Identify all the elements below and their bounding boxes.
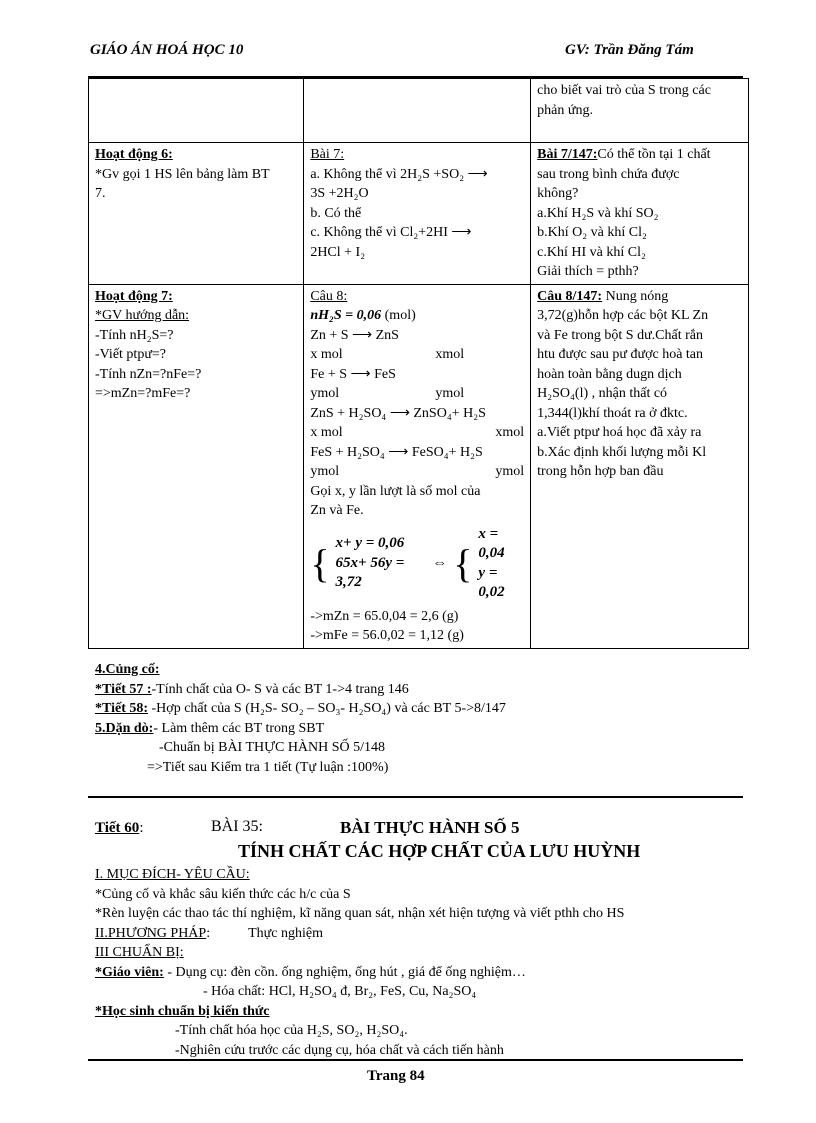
- line: ->mZn = 65.0,04 = 2,6 (g): [310, 608, 459, 624]
- colon: :: [206, 925, 211, 941]
- header-left: GIÁO ÁN HOÁ HỌC 10: [90, 42, 244, 58]
- reaction-line: [310, 365, 524, 385]
- lesson-number: [95, 820, 143, 837]
- reaction-left: Fe + S ⟶ FeS: [310, 366, 396, 382]
- line: Thực nghiệm: [248, 925, 323, 941]
- n-h2s: nH₂S = 0,06: [310, 308, 382, 323]
- line: =>Tiết sau Kiểm tra 1 tiết (Tự luận :100%): [147, 759, 389, 775]
- line: 7.: [95, 186, 106, 201]
- line: b.Xác định khối lượng mỗi Kl: [537, 444, 707, 460]
- line: *Gv gọi 1 HS lên bảng làm BT: [95, 166, 270, 182]
- equation: x+ y = 0,06: [335, 535, 405, 552]
- line: ->mFe = 56.0,02 = 1,12 (g): [310, 628, 464, 643]
- reaction-right: xmol: [495, 425, 525, 440]
- line: Giải thích = pthh?: [537, 264, 639, 279]
- line: -Nghiên cứu trước các dụng cụ, hóa chất và cách tiến hành: [175, 1042, 504, 1058]
- line: sau trong bình chứa được: [537, 166, 680, 182]
- colon: :: [139, 820, 144, 836]
- reaction-left: ZnS + H₂SO₄ ⟶ ZnSO₄+ H₂S: [310, 405, 486, 421]
- reactions: [310, 326, 524, 482]
- page-number: Trang 84: [367, 1068, 425, 1084]
- subtitle: *GV hướng dẫn:: [95, 308, 190, 323]
- reaction-left: ymol: [310, 464, 340, 479]
- line: trong hỗn hợp ban đầu: [537, 464, 664, 479]
- label: *Giáo viên:: [95, 964, 164, 980]
- line: *Củng cố và khắc sâu kiến thức các h/c của S: [95, 886, 351, 902]
- line: -Chuẩn bị BÀI THỰC HÀNH SỐ 5/148: [159, 740, 386, 755]
- reaction-left: x mol: [310, 347, 343, 362]
- equivalent-icon: ⇔: [432, 554, 448, 571]
- cell: [531, 143, 749, 285]
- line: =>mZn=?mFe=?: [95, 386, 191, 401]
- reaction-line: [310, 326, 524, 346]
- reaction-left: FeS + H₂SO₄ ⟶ FeSO₄+ H₂S: [310, 444, 483, 460]
- line: b.Khí O₂ và khí Cl₂: [537, 225, 647, 240]
- lesson-table: [88, 78, 749, 649]
- exercise-title: Bài 7/147:: [537, 147, 598, 162]
- line: 3S +2H₂O: [310, 186, 369, 201]
- consolidation-section: [95, 660, 506, 777]
- line: 2HCl + I₂: [310, 244, 366, 260]
- line: b. Có thể: [310, 205, 362, 221]
- reaction-line: [310, 443, 524, 463]
- line: a.Viết ptpư hoá học đã xảy ra: [537, 425, 702, 440]
- table-row: [89, 143, 749, 285]
- lesson-code: BÀI 35:: [211, 818, 263, 835]
- line: a. Không thể vì 2H₂S +SO₂ ⟶: [310, 166, 488, 182]
- section-title: 5.Dặn dò:: [95, 720, 154, 736]
- activity-title: Hoạt động 6:: [95, 147, 173, 162]
- lesson-body: [95, 865, 624, 1060]
- cell: [531, 79, 749, 143]
- reaction-line: [310, 384, 524, 404]
- label: *Học sinh chuẩn bị kiến thức: [95, 1003, 270, 1019]
- cell: [89, 143, 304, 285]
- divider: [88, 796, 743, 798]
- line: Nung nóng: [602, 288, 669, 304]
- header-right: GV: Trần Đăng Tám: [565, 42, 694, 58]
- brace-icon: {: [310, 540, 330, 586]
- equation: y = 0,02: [478, 564, 505, 600]
- reaction-line: [310, 404, 524, 424]
- question-title: Câu 8:: [310, 288, 348, 304]
- cell: [531, 284, 749, 648]
- section-title: 4.Củng cố:: [95, 662, 160, 677]
- line: a.Khí H₂S và khí SO₂: [537, 205, 659, 221]
- line: *Rèn luyện các thao tác thí nghiệm, kĩ năng quan sát, nhận xét hiện tượng và viết pthh cho HS: [95, 906, 625, 921]
- line: - Dụng cụ: đèn cồn. ống nghiệm, ống hút , giá để ống nghiệm…: [167, 964, 526, 980]
- line: - Làm thêm các BT trong SBT: [153, 720, 325, 736]
- question-title: Câu 8/147:: [537, 288, 603, 304]
- line: c. Không thể vì Cl₂+2HI ⟶: [310, 225, 472, 240]
- line: hoàn toàn bằng dugn dịch: [537, 366, 682, 382]
- activity-title: Hoạt động 7:: [95, 288, 173, 304]
- reaction-right: xmol: [435, 347, 465, 362]
- line: 3,72(g)hỗn hợp các bột KL Zn: [537, 308, 709, 323]
- section-title: II.PHƯƠNG PHÁP: [95, 925, 207, 941]
- line: Có thể tồn tại 1 chất: [597, 147, 711, 162]
- table-row: [89, 284, 749, 648]
- line: htu được sau pư được hoà tan: [537, 347, 704, 362]
- exercise-title: Bài 7:: [310, 147, 345, 162]
- line: H₂SO₄(l) , nhận thất có: [537, 386, 668, 401]
- reaction-line: [310, 345, 524, 365]
- label: *Tiết 58:: [95, 701, 149, 716]
- line: -Tính chất của O- S và các BT 1->4 trang 146: [151, 681, 409, 697]
- reaction-line: [310, 462, 524, 482]
- line: Zn và Fe.: [310, 503, 364, 518]
- line: -Tính nH₂S=?: [95, 327, 174, 343]
- reaction-left: ymol: [310, 386, 340, 401]
- line: và Fe trong bột S dư.Chất rắn: [537, 327, 703, 343]
- line: không?: [537, 186, 579, 201]
- reaction-right: ymol: [435, 386, 465, 401]
- line: -Viết ptpư=?: [95, 347, 167, 362]
- equation-system: [310, 525, 524, 603]
- line: cho biết vai trò của S trong các: [537, 83, 711, 98]
- lesson-title: BÀI THỰC HÀNH SỐ 5: [340, 818, 520, 837]
- cell: [304, 284, 531, 648]
- line: - Hóa chất: HCl, H₂SO₄ đ, Br₂, FeS, Cu, Na₂SO₄: [203, 984, 477, 999]
- line: -Tính nZn=?nFe=?: [95, 366, 202, 382]
- equation: x = 0,04: [478, 525, 505, 561]
- reaction-left: x mol: [310, 425, 343, 440]
- equation: 65x+ 56y = 3,72: [335, 554, 405, 591]
- brace-icon: {: [453, 540, 473, 586]
- label: Tiết 60: [95, 820, 140, 836]
- reaction-right: ymol: [495, 464, 525, 479]
- section-title: I. MỤC ĐÍCH- YÊU CẦU:: [95, 867, 250, 882]
- unit: (mol): [384, 308, 416, 323]
- line: phản ứng.: [537, 102, 593, 118]
- label: *Tiết 57 :: [95, 681, 152, 697]
- line: -Hợp chất của S (H₂S- SO₂ – SO₃- H₂SO₄) và các BT 5->8/147: [148, 701, 506, 716]
- lesson-subtitle: TÍNH CHẤT CÁC HỢP CHẤT CỦA LƯU HUỲNH: [238, 841, 641, 861]
- reaction-line: [310, 423, 524, 443]
- footer-rule: [88, 1059, 743, 1061]
- reaction-left: Zn + S ⟶ ZnS: [310, 327, 399, 343]
- cell: [304, 143, 531, 285]
- cell: [89, 284, 304, 648]
- line: c.Khí HI và khí Cl₂: [537, 244, 646, 260]
- line: 1,344(l)khí thoát ra ở đktc.: [537, 405, 688, 421]
- table-row: [89, 79, 749, 143]
- section-title: III CHUẨN BỊ:: [95, 945, 184, 960]
- line: -Tính chất hóa học của H₂S, SO₂, H₂SO₄.: [175, 1023, 408, 1038]
- line: Gọi x, y lần lượt là số mol của: [310, 483, 481, 499]
